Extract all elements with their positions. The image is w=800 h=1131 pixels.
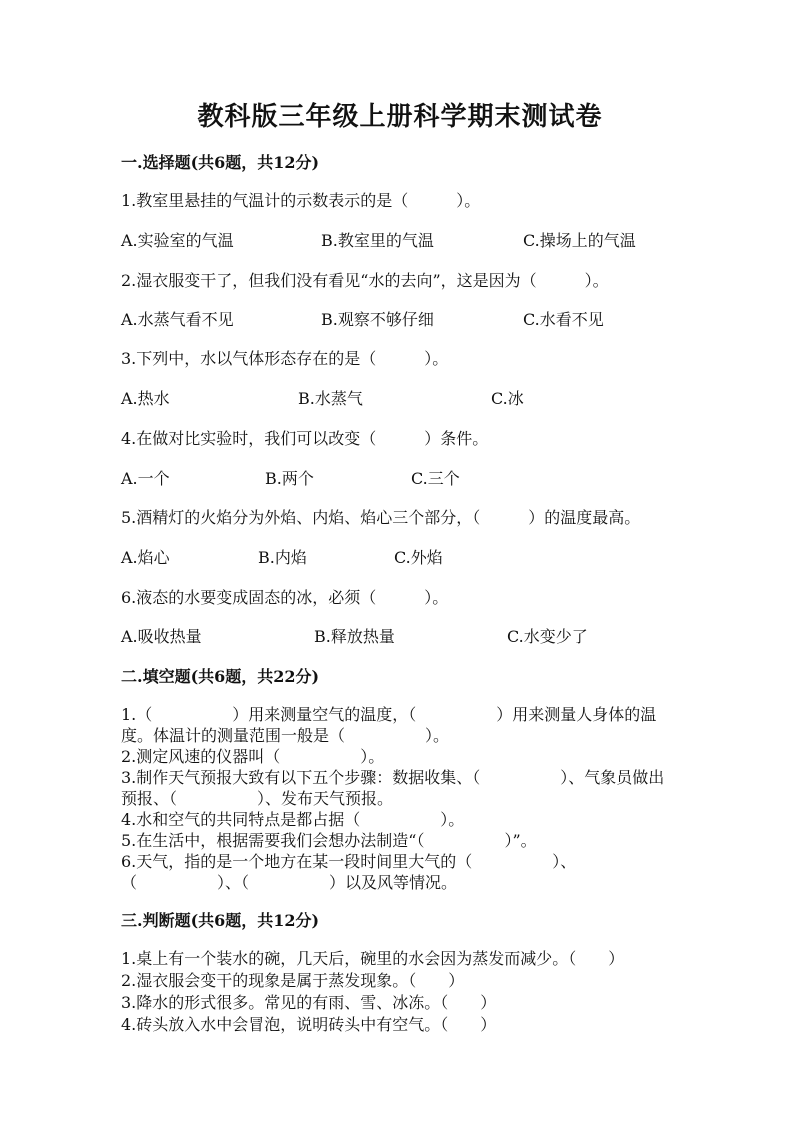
- option-c: C.操场上的气温: [523, 231, 636, 250]
- question-options: [121, 545, 681, 567]
- question-options: [121, 386, 681, 408]
- option-c: C.水看不见: [523, 310, 604, 329]
- option-a: A.吸收热量: [121, 627, 202, 646]
- judge-line: 1.桌上有一个装水的碗，几天后，碗里的水会因为蒸发而减少。（ ）: [121, 949, 625, 968]
- question-stem: 6.液态的水要变成固态的冰，必须（ ）。: [121, 588, 449, 607]
- judge-line: 2.湿衣服会变干的现象是属于蒸发现象。（ ）: [121, 971, 465, 990]
- question-options: [121, 466, 681, 488]
- fill-line: 6.天气，指的是一个地方在某一段时间里大气的（ ）、: [121, 852, 577, 871]
- fill-line: （ ）、（ ）以及风等情况。: [121, 873, 458, 892]
- option-a: A.焰心: [121, 548, 170, 567]
- question-options: [121, 228, 681, 250]
- fill-line: 4.水和空气的共同特点是都占据（ ）。: [121, 810, 465, 829]
- judge-line: 4.砖头放入水中会冒泡，说明砖头中有空气。（ ）: [121, 1015, 497, 1034]
- question-stem: 3.下列中，水以气体形态存在的是（ ）。: [121, 349, 449, 368]
- option-a: A.实验室的气温: [121, 231, 234, 250]
- section-heading-judge: 三.判断题(共6题，共12分): [121, 911, 320, 930]
- option-b: B.教室里的气温: [321, 231, 434, 250]
- option-c: C.三个: [411, 469, 460, 488]
- option-b: B.观察不够仔细: [321, 310, 434, 329]
- section-heading-choice: 一.选择题(共6题，共12分): [121, 153, 320, 172]
- fill-line: 3.制作天气预报大致有以下五个步骤：数据收集、（ ）、气象员做出: [121, 768, 665, 787]
- fill-line: 1.（ ）用来测量空气的温度，（ ）用来测量人身体的温: [121, 705, 657, 724]
- question-stem: 5.酒精灯的火焰分为外焰、内焰、焰心三个部分，（ ）的温度最高。: [121, 508, 641, 527]
- fill-line: 度。体温计的测量范围一般是（ ）。: [121, 726, 450, 745]
- option-a: A.水蒸气看不见: [121, 310, 234, 329]
- question-stem: 2.湿衣服变干了，但我们没有看见“水的去向”，这是因为（ ）。: [121, 271, 609, 290]
- fill-line: 预报、（ ）、发布天气预报。: [121, 789, 394, 808]
- option-b: B.释放热量: [314, 627, 395, 646]
- question-stem: 4.在做对比实验时，我们可以改变（ ）条件。: [121, 429, 489, 448]
- option-c: C.水变少了: [507, 627, 588, 646]
- fill-questions: [121, 704, 681, 893]
- option-c: C.外焰: [394, 548, 443, 567]
- question-options: [121, 624, 681, 646]
- exam-title: 教科版三年级上册科学期末测试卷: [197, 102, 603, 132]
- fill-line: 5.在生活中，根据需要我们会想办法制造“（ ）”。: [121, 831, 537, 850]
- option-b: B.内焰: [258, 548, 307, 567]
- fill-line: 2.测定风速的仪器叫（ ）。: [121, 747, 385, 766]
- judge-line: 3.降水的形式很多。常见的有雨、雪、冰冻。（ ）: [121, 993, 497, 1012]
- judge-questions: [121, 948, 681, 1036]
- section-heading-fill: 二.填空题(共6题，共22分): [121, 667, 320, 686]
- question-stem: 1.教室里悬挂的气温计的示数表示的是（ ）。: [121, 191, 481, 210]
- option-c: C.冰: [491, 389, 524, 408]
- question-options: [121, 307, 681, 329]
- option-b: B.两个: [265, 469, 314, 488]
- option-b: B.水蒸气: [298, 389, 363, 408]
- option-a: A.一个: [121, 469, 170, 488]
- option-a: A.热水: [121, 389, 170, 408]
